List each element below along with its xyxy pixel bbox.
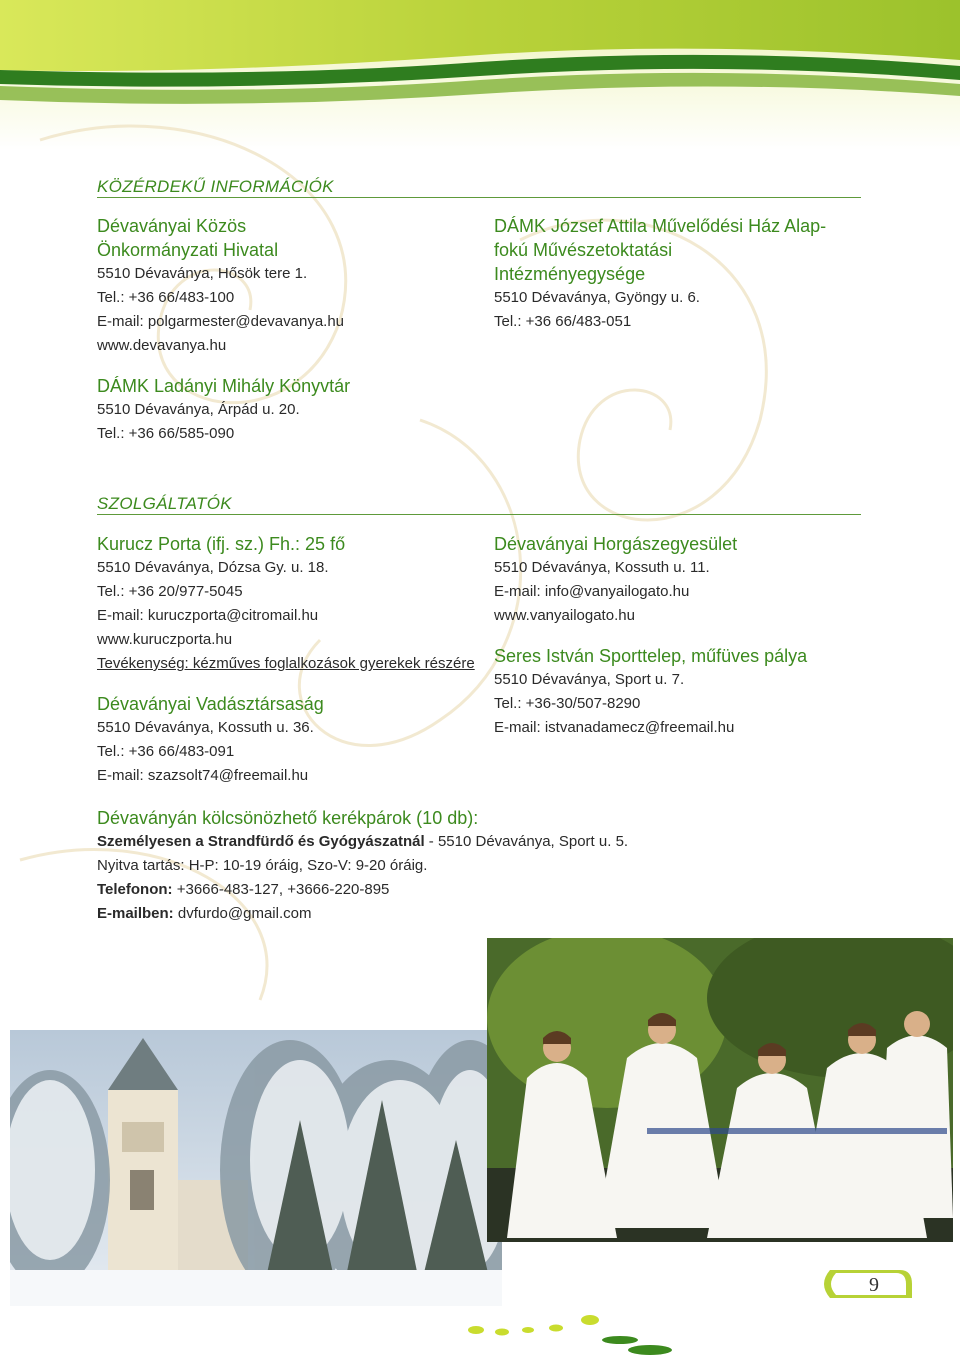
- culture-house-name: fokú Művészetoktatási: [494, 240, 673, 260]
- hunting-address: 5510 Dévaványa, Kossuth u. 36.: [97, 719, 314, 736]
- hunting-phone: Tel.: +36 66/483-091: [97, 743, 235, 760]
- church-winter-illustration: [10, 1030, 502, 1306]
- library-address: 5510 Dévaványa, Árpád u. 20.: [97, 401, 300, 418]
- culture-house-block: [494, 214, 874, 334]
- fishing-block: [494, 532, 874, 628]
- folk-dancers-illustration: [487, 938, 953, 1242]
- bike-rental-block: [97, 806, 817, 926]
- section-title-public-info: KÖZÉRDEKŰ INFORMÁCIÓK: [97, 177, 334, 196]
- office-address: 5510 Dévaványa, Hősök tere 1.: [97, 265, 308, 282]
- bike-rental-location: [97, 830, 817, 854]
- church-winter-photo: [10, 1030, 502, 1306]
- section-title-services: SZOLGÁLTATÓK: [97, 494, 232, 513]
- section-divider: [97, 514, 861, 515]
- office-phone: Tel.: +36 66/483-100: [97, 289, 235, 306]
- kurucz-phone: Tel.: +36 20/977-5045: [97, 583, 243, 600]
- kurucz-name: Kurucz Porta (ifj. sz.) Fh.: 25 fő: [97, 534, 346, 554]
- folk-dancers-photo: [487, 938, 953, 1242]
- fishing-address: 5510 Dévaványa, Kossuth u. 11.: [494, 559, 710, 576]
- section-divider: [97, 197, 861, 198]
- bike-rental-email-label: E-mailben:: [97, 905, 174, 922]
- bike-rental-location-label: Személyesen a Strandfürdő és Gyógyászatnál: [97, 833, 425, 850]
- sports-block: [494, 644, 894, 740]
- hunting-email[interactable]: E-mail: szazsolt74@freemail.hu: [97, 767, 309, 784]
- office-block: [97, 214, 457, 358]
- sports-email[interactable]: E-mail: istvanadamecz@freemail.hu: [494, 719, 735, 736]
- bike-rental-hours: Nyitva tartás: H-P: 10-19 óráig, Szo-V: 9-20 óráig.: [97, 857, 428, 874]
- hunting-block: [97, 692, 477, 788]
- hunting-name: Dévaványai Vadásztársaság: [97, 694, 324, 714]
- sports-phone: Tel.: +36-30/507-8290: [494, 695, 641, 712]
- library-name: DÁMK Ladányi Mihály Könyvtár: [97, 376, 351, 396]
- office-email[interactable]: E-mail: polgarmester@devavanya.hu: [97, 313, 345, 330]
- culture-house-name: DÁMK József Attila Művelődési Ház Alap-: [494, 216, 827, 236]
- office-website[interactable]: www.devavanya.hu: [97, 337, 227, 354]
- library-block: [97, 374, 477, 446]
- kurucz-website[interactable]: www.kuruczporta.hu: [97, 631, 233, 648]
- kurucz-address: 5510 Dévaványa, Dózsa Gy. u. 18.: [97, 559, 329, 576]
- office-name: Dévaványai Közös: [97, 216, 247, 236]
- bike-rental-location-address: - 5510 Dévaványa, Sport u. 5.: [424, 833, 629, 850]
- bike-rental-phone: [97, 878, 817, 902]
- kurucz-email[interactable]: E-mail: kuruczporta@citromail.hu: [97, 607, 319, 624]
- bike-rental-title: Dévaványán kölcsönözhető kerékpárok (10 db):: [97, 808, 479, 828]
- library-phone: Tel.: +36 66/585-090: [97, 425, 235, 442]
- fishing-website[interactable]: www.vanyailogato.hu: [494, 607, 635, 624]
- culture-house-name: Intézményegysége: [494, 264, 646, 284]
- kurucz-activity: Tevékenység: kézműves foglalkozások gyerekek részére: [97, 655, 475, 672]
- bike-rental-email-address[interactable]: dvfurdo@gmail.com: [173, 905, 312, 922]
- fishing-name: Dévaványai Horgászegyesület: [494, 534, 738, 554]
- office-name: Önkormányzati Hivatal: [97, 240, 279, 260]
- fishing-email[interactable]: E-mail: info@vanyailogato.hu: [494, 583, 690, 600]
- bike-rental-email: [97, 902, 817, 926]
- bike-rental-phone-numbers: +3666-483-127, +3666-220-895: [172, 881, 390, 898]
- bike-rental-phone-label: Telefonon:: [97, 881, 173, 898]
- culture-house-phone: Tel.: +36 66/483-051: [494, 313, 632, 330]
- culture-house-address: 5510 Dévaványa, Gyöngy u. 6.: [494, 289, 700, 306]
- sports-address: 5510 Dévaványa, Sport u. 7.: [494, 671, 685, 688]
- kurucz-block: [97, 532, 487, 676]
- page-number: 9: [869, 1274, 879, 1296]
- sports-name: Seres István Sporttelep, műfüves pálya: [494, 646, 808, 666]
